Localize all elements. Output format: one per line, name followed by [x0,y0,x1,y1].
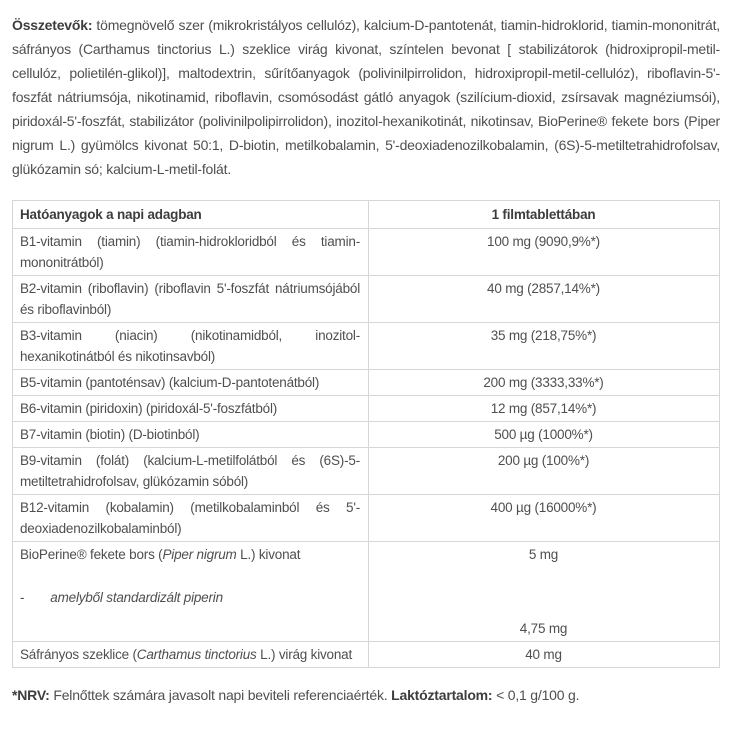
table-row-b12 [13,495,720,542]
column-header-per-tablet: 1 filmtablettában [369,201,720,229]
nutrient-name: B6-vitamin (piridoxin) (piridoxál-5'-foszfátból) [13,396,369,422]
latin-name: Piper nigrum [162,547,237,562]
nutrient-name: B2-vitamin (riboflavin) (riboflavin 5'-foszfát nátriumsójából és riboflavinból) [13,276,369,323]
nutrient-name: B3-vitamin (niacin) (nikotinamidból, inozitol-hexanikotinátból és nikotinsavból) [13,323,369,370]
active-ingredients-table [12,200,720,668]
nutrient-name: B7-vitamin (biotin) (D-biotinból) [13,422,369,448]
nutrient-name [13,542,369,642]
table-header-row [13,201,720,229]
latin-name: Carthamus tinctorius [136,647,257,662]
piperine-subline-text: amelyből standardizált piperin [50,590,223,605]
nutrient-name: Sáfrányos szeklice (Carthamus tinctorius L.) virág kivonat [13,642,369,668]
nrv-text: Felnőttek számára javasolt napi beviteli referenciaérték. [49,687,392,703]
ingredients-paragraph [12,13,720,181]
lactose-text: < 0,1 g/100 g. [492,687,580,703]
lactose-label: Laktóztartalom: [391,687,493,703]
table-row-b2 [13,276,720,323]
nutrient-value: 100 mg (9090,9%*) [369,229,720,276]
table-row-b7 [13,422,720,448]
nutrient-value [369,542,720,642]
nutrient-value: 12 mg (857,14%*) [369,396,720,422]
nutrient-value: 40 mg (2857,14%*) [369,276,720,323]
nutrient-value: 200 mg (3333,33%*) [369,370,720,396]
nrv-label: *NRV: [12,687,50,703]
bioperine-title: BioPerine® fekete bors (Piper nigrum L.) kivonat [20,547,301,562]
bioperine-total-value: 5 mg [528,547,559,562]
footnote [12,685,720,706]
column-header-actives: Hatóanyagok a napi adagban [13,201,369,229]
nutrient-value: 35 mg (218,75%*) [369,323,720,370]
nutrient-name: B1-vitamin (tiamin) (tiamin-hidrokloridból és tiamin-mononitrátból) [13,229,369,276]
nutrient-value: 400 µg (16000%*) [369,495,720,542]
ingredients-label: Összetevők: [12,17,93,33]
table-row-bioperine [13,542,720,642]
table-row-b9 [13,448,720,495]
nutrient-name: B12-vitamin (kobalamin) (metilkobalaminból és 5'-deoxiadenozilkobalaminból) [13,495,369,542]
table-row-b5 [13,370,720,396]
table-row-b6 [13,396,720,422]
piperine-value: 4,75 mg [519,621,568,636]
table-row-b3 [13,323,720,370]
dash: - [20,590,25,605]
nutrient-value: 200 µg (100%*) [369,448,720,495]
nutrient-value: 500 µg (1000%*) [369,422,720,448]
table-row-b1 [13,229,720,276]
nutrient-value: 40 mg [369,642,720,668]
ingredients-text: tömegnövelő szer (mikrokristályos cellulóz), kalcium-D-pantotenát, tiamin-hidroklorid, tiamin-mononitrát, sáfrányos (Carthamus tinctorius L.) szeklice virág kivonat, színtelen bevonat [ stabilizátorok (hidroxipropil-metil-cellulóz, polietilén-glikol)], maltodextrin, sűrítőanyagok (polivinilpirrolidon, hidroxipropil-metil-cellulóz), riboflavin-5'-foszfát nátriumsója, nikotinamid, riboflavin, csomósodást gátló anyagok (szilícium-dioxid, zsírsavak magnéziumsói), piridoxál-5'-foszfát, stabilizátor (polivinilpolipirrolidon), inozitol-hexanikotinát, nikotinsav, BioPerine® fekete bors (Piper nigrum L.) gyümölcs kivonat 50:1, D-biotin, metilkobalamin, 5'-deoxiadenozilkobalamin, (6S)-5-metiltetrahidrofolsav, glükózamin só; kalcium-L-metil-folát. [12,17,720,177]
table-row-safflower [13,642,720,668]
piperine-subline [20,587,360,608]
nutrient-name: B5-vitamin (pantoténsav) (kalcium-D-pantotenátból) [13,370,369,396]
nutrient-name: B9-vitamin (folát) (kalcium-L-metilfolátból és (6S)-5-metiltetrahidrofolsav, glükózamin sóból) [13,448,369,495]
